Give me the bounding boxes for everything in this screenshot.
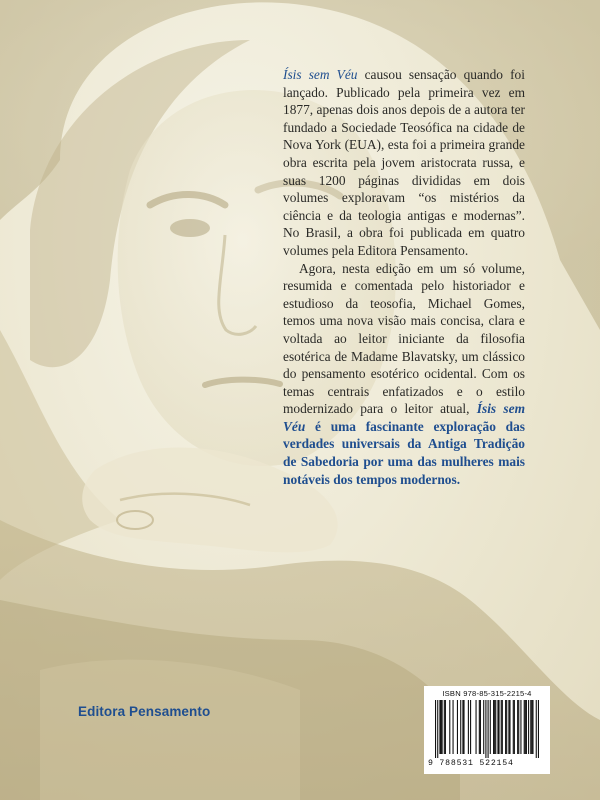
- barcode-bar: [532, 700, 533, 754]
- barcode-bar: [495, 700, 496, 754]
- isbn-barcode-box: [424, 686, 550, 774]
- barcode-bar: [505, 700, 506, 754]
- barcode-bar: [457, 700, 458, 754]
- barcode-bar: [501, 700, 502, 754]
- barcode-bar: [485, 700, 486, 758]
- barcode-bar: [437, 700, 438, 758]
- barcode-bar: [442, 700, 443, 754]
- barcode-bar: [508, 700, 509, 754]
- barcode-bar: [460, 700, 461, 754]
- barcode-bar: [490, 700, 491, 754]
- blurb-highlight-text: é uma fascinante exploração das verdades universais da Antiga Tradição de Sabedoria por uma das mulheres mais notáveis dos tempos modernos.: [283, 418, 525, 487]
- barcode-bar: [494, 700, 495, 754]
- blurb-paragraph-1-text: causou sensação quando foi lançado. Publicado pela primeira vez em 1877, apenas dois anos depois de a autora ter fundado a Sociedade Teosófica na cidade de Nova York (EUA), esta foi a primeira grande obra escrita pela jovem aristocrata russa, e suas 1200 páginas divididas em dois volumes exploravam “os mistérios da ciência e da teologia antigas e modernas”. No Brasil, a obra foi publicada em quatro volumes pela Editora Pensamento.: [283, 67, 525, 258]
- cover-blurb: [283, 66, 525, 488]
- book-title-italic: Ísis sem Véu: [283, 67, 358, 82]
- book-title-italic-bold: Ísis sem Véu: [283, 401, 525, 434]
- ean-digits: 9 788531 522154: [428, 759, 514, 768]
- barcode-bar: [449, 700, 450, 754]
- barcode-bar: [524, 700, 525, 754]
- barcode-bar: [506, 700, 507, 754]
- barcode-bar: [525, 700, 526, 754]
- barcode-bar: [470, 700, 471, 754]
- blurb-paragraph-2: [283, 260, 525, 489]
- barcode-bar: [530, 700, 531, 754]
- barcode-bar: [531, 700, 532, 754]
- barcode-bar: [526, 700, 527, 754]
- barcode-bar: [483, 700, 484, 754]
- barcode-bar: [493, 700, 494, 754]
- barcode-bar: [468, 700, 469, 754]
- barcode-bar: [439, 700, 440, 754]
- blurb-paragraph-2-text: Agora, nesta edição em um só volume, resumida e comentada pelo historiador e estudioso da teosofia, Michael Gomes, temos uma nova visão mais concisa, clara e voltada ao leitor iniciante da filosofia esotérica de Madame Blavatsky, um clássico do pensamento esotérico ocidental. Com os temas centrais enfatizados e o estilo modernizado para o leitor atual,: [283, 260, 525, 417]
- barcode-bar: [435, 700, 436, 758]
- barcode-bar: [518, 700, 519, 754]
- barcode-bar: [520, 700, 521, 754]
- barcode-bar: [480, 700, 481, 754]
- barcode-bar: [513, 700, 514, 754]
- barcode-icon: [435, 700, 539, 758]
- barcode-bar: [488, 700, 489, 758]
- barcode-bar: [536, 700, 537, 758]
- blurb-paragraph-1: [283, 66, 525, 260]
- barcode-bar: [440, 700, 441, 754]
- publisher-name: Editora Pensamento: [78, 704, 211, 719]
- barcode-bar: [476, 700, 477, 754]
- barcode-bar: [462, 700, 463, 754]
- barcode-bar: [514, 700, 515, 754]
- barcode-bar: [502, 700, 503, 754]
- isbn-label: ISBN 978-85-315-2215-4: [442, 689, 532, 698]
- barcode-bar: [497, 700, 498, 754]
- barcode-bar: [445, 700, 446, 754]
- barcode-bar: [538, 700, 539, 758]
- barcode-bar: [498, 700, 499, 754]
- barcode-bar: [463, 700, 464, 754]
- barcode-bar: [509, 700, 510, 754]
- barcode-bar: [444, 700, 445, 754]
- barcode-bar: [528, 700, 529, 754]
- barcode-bar: [517, 700, 518, 754]
- barcode-bar: [479, 700, 480, 754]
- barcode-bar: [453, 700, 454, 754]
